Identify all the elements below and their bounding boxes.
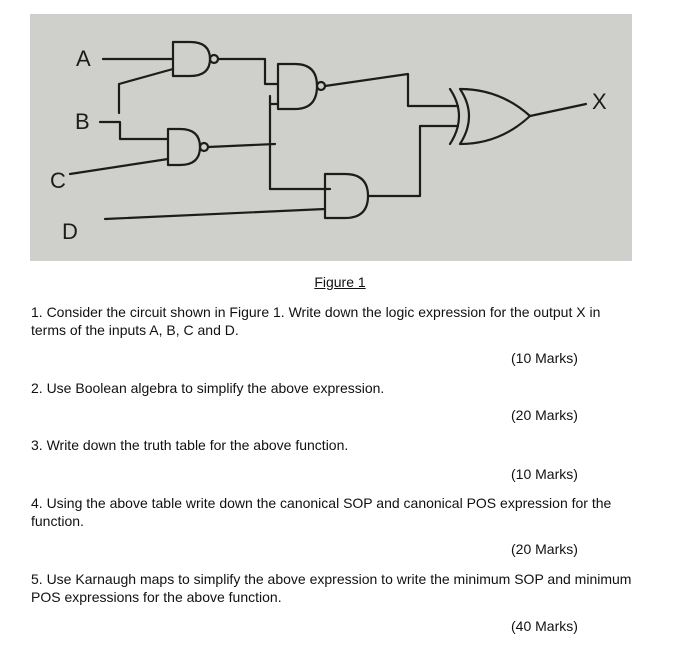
question-4-marks: (20 Marks): [511, 541, 578, 557]
output-label-x: X: [592, 89, 607, 114]
wire-gate3-out: [325, 74, 458, 106]
question-5: 5. Use Karnaugh maps to simplify the above expression to write the minimum SOP and minimum POS expressions for the above function.: [31, 571, 632, 605]
wire-gate1-out: [218, 59, 278, 84]
question-2: 2. Use Boolean algebra to simplify the above expression.: [31, 380, 385, 396]
question-2-marks: (20 Marks): [511, 407, 578, 423]
nand-gate-1: [173, 42, 210, 76]
wire-gate2-out: [208, 144, 275, 147]
wire-b-to-gate1: [119, 69, 173, 113]
inverter-bubble: [200, 143, 208, 151]
question-1-marks: (10 Marks): [511, 350, 578, 366]
xor-gate: [460, 89, 530, 144]
circuit-diagram: [30, 14, 632, 261]
xor-extra-arc: [450, 89, 459, 144]
inverter-bubble: [210, 55, 218, 63]
inverter-bubble: [317, 82, 325, 90]
and-gate-4: [325, 174, 368, 218]
circuit-figure: [30, 14, 632, 261]
nand-gate-2: [168, 129, 200, 165]
wire-output: [530, 104, 586, 116]
question-1: 1. Consider the circuit shown in Figure 1. Write down the logic expression for the output X in terms of the inputs A, B, C and D.: [31, 304, 601, 338]
wire-b: [100, 122, 168, 139]
wire-d: [105, 209, 325, 219]
input-label-c: C: [50, 168, 66, 193]
question-5-marks: (40 Marks): [511, 618, 578, 634]
question-3: 3. Write down the truth table for the above function.: [31, 437, 349, 453]
input-label-d: D: [62, 219, 78, 244]
nand-gate-3: [278, 64, 317, 109]
input-label-b: B: [75, 109, 90, 134]
question-4: 4. Using the above table write down the canonical SOP and canonical POS expression for the function.: [31, 495, 612, 529]
wire-gate4-out: [368, 126, 458, 196]
question-3-marks: (10 Marks): [511, 466, 578, 482]
figure-caption: Figure 1: [314, 274, 366, 290]
input-label-a: A: [76, 46, 91, 71]
wire-c: [70, 159, 168, 174]
